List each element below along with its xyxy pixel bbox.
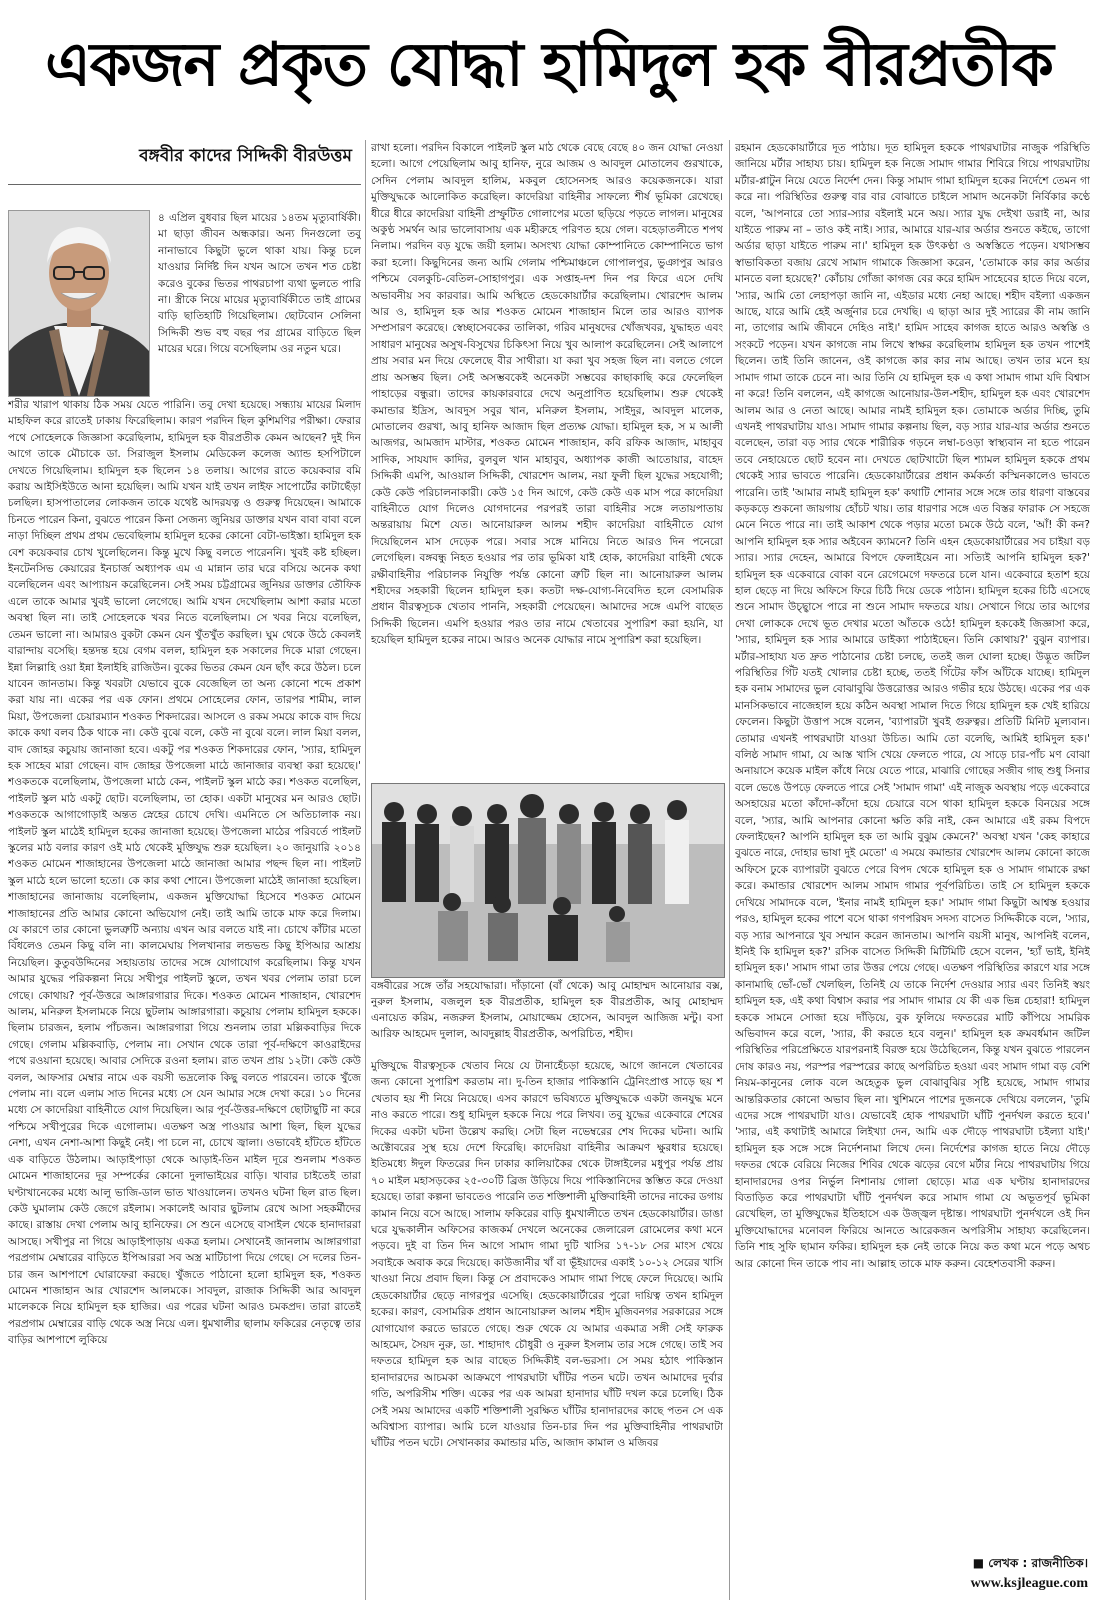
group-photo	[371, 783, 725, 978]
headline: একজন প্রকৃত যোদ্ধা হামিদুল হক বীরপ্রতীক	[45, 30, 1053, 100]
column-2-body: রাখা হলো। পরদিন বিকালে পাইলট স্কুল মাঠ থেকে বেছে বেছে ৪০ জন যোদ্ধা নেওয়া হলো। আগে পেয়েছিলাম আবু হানিফ, নুরে আজম ও আবদুল মোতালেব গুরখাকে, সেদিন পেলাম আবদুল হালিম, মকবুল হোসেনসহ আরও কয়েকজনকে। যারা মুক্তিযুদ্ধকে আলোকিত করেছিল। কাদেরিয়া বাহিনীর সাফল্যে শীর্ষ ভূমিকা রেখেছে। ধীরে ধীরে কাদেরিয়া বাহিনী প্রস্ফুটিত গোলাপের মতো ছড়িয়ে পড়তে লাগল। মানুষের অকুণ্ঠ সমর্থন আর ভালোবাসায় এক মহীরুহে পরিণত হয়ে গেল। বহেড়াতলীতে শপথ নিলাম। পরদিন বড় যুদ্ধে জয়ী হলাম। অসংখ্য যোদ্ধা কোম্পানিতে কোম্পানিতে ভাগ করা হলো। কিছুদিনের জন্য আমি গেলাম পশ্চিমাঞ্চলে গোপালপুর, ভুঞাপুর আরও পশ্চিমে বেলকুচি-বেতিল-সোহাগপুর। এক সপ্তাহ-দশ দিন পর ফিরে এসে দেখি অভাবনীয় সব কারবার। আমি অস্থিতে হেডকোয়ার্টার করেছিলাম। খোরশেদ আলম আর ও, হামিদুল হক আর শওকত মোমেন শাজাহান মিলে তার আরও ব্যাপক সম্প্রসারণ করেছে। স্বেচ্ছাসেবকের তালিকা, গরিব মানুষদের খোঁজখবর, যুদ্ধাহত এবং সাধারণ মানুষের অসুখ-বিসুখের চিকিৎসা নিয়ে খুব আলাপ করেছিলেন। সেই আলাপে প্রায় সবার মন দিয়ে ফেলেছে বীর সাথীরা। যা করা খুব সহজ ছিল না। বলতে গেলে প্রায় অসম্ভব ছিল। সেই অসম্ভবকেই অনেকটা সম্ভবের কাছাকাছি করে ফেলেছিল পাহাড়ের বন্ধুরা। তাদের কায়কারবারে দেখে অনুপ্রাণিত হয়েছিলাম। শুরু থেকেই কমান্ডার ইদ্রিস, আবদুস সবুর খান, মনিরুল ইসলাম, সাইদুর, আবদুল মালেক, মোতালেব গুরখা, আবু হানিফ আজাদ ছিল প্রত্যক্ষ যোদ্ধা। হামিদুল হক, স ম আলী আজগর, আমজাদ মাস্টার, শওকত মোমেন শাজাহান, কবি রফিক আজাদ, মাহাবুব সাদিক, সাযযাদ কাদির, বুলবুল খান মাহাবুব, অধ্যাপক কাজী আতোয়ার, বাহেদ সিদ্দিকী এমপি, আওয়াল সিদ্দিকী, খোরশেদ আলম, নয়া ফুলী ছিল যুদ্ধের সহযোগী; কেউ কেউ পরিচালনাকারী। কেউ ১৫ দিন আগে, কেউ কেউ এক মাস পরে কাদেরিয়া বাহিনীতে যোগ দিলেও যোগদানের পরপরই তারা বাহিনীর সঙ্গে লতায়পাতায় অন্তরায়ায় মিশে যেত। আনোয়ারুল আলম শহীদ কাদেরিয়া বাহিনীতে যোগ দিয়েছিলেন মাস দেড়েক পরে। সবার সঙ্গে মানিয়ে নিতে আরও দিন পনেরো লেগেছিল। বঙ্গবন্ধু নিহত হওয়ার পর তার ভূমিকা যাই হোক, কাদেরিয়া বাহিনী থেকে রক্ষীবাহিনীর পরিচালক নিযুক্তি পর্যন্ত কোনো ত্রুটি ছিল না। আনোয়ারুল আলম শহীদের সহকারী ছিলেন হামিদুল হক। কতটা দক্ষ-যোগ্য-নিবেদিত হলে বেসামরিক প্রধান বীরত্বসূচক খেতাব পাননি, সহকারী পেয়েছেন। আমাদের সঙ্গে এমপি বাছেত সিদ্দিকী ছিলেন। এমপি হওয়ার পরও তার নামে খেতাবের সুপারিশ করা হয়নি, যা হয়েছিল হামিদুল হকের নামে। আরও অনেক যোদ্ধার নামে সুপারিশ করা হয়েছিল।	[371, 142, 723, 647]
column-1-intro: ৪ এপ্রিল বুধবার ছিল মায়ের ১৪তম মৃত্যুবার্ষিকী। মা ছাড়া জীবন অন্ধকার। অন্য দিনগুলো তবু নানাভাবে কিছুটা ভুলে থাকা যায়। কিন্তু চলে যাওয়ার নির্দিষ্ট দিন যখন আসে তখন শত চেষ্টা করেও বুকের ভিতর পাথরচাপা ব্যথা ভুলতে পারি না। স্ত্রীকে নিয়ে মায়ের মৃত্যুবার্ষিকীতে তাই গ্রামের বাড়ি ছাতিহাটি গিয়েছিলাম। ছোটবোন সেলিনা সিদ্দিকী শুভ বহু বছর পর গ্রামের বাড়িতে ছিল মায়ের ঘরে। গিয়ে বসেছিলাম ওর নতুন ঘরে।	[158, 212, 361, 356]
column-2-lower: মুক্তিযুদ্ধে বীরত্বসূচক খেতাব নিয়ে যে টানাহেঁচড়া হয়েছে, আগে জানলে খেতাবের জন্য কোনো সুপারিশ করতাম না। দু-তিন হাজার পাকিস্তানি ট্রেনিংপ্রাপ্ত সাড়ে ছয় শ খেতাব হয় শী নিয়ে নিয়েছে। এসব কারণে ভবিষ্যতে মুক্তিযুদ্ধকে একটা জনযুদ্ধ মনে নাও করতে পারে। শুধু হামিদুল হককে নিয়ে পরে লিখব। তবু যুদ্ধের একেবারে শেষের দিকের একটা ঘটনা উল্লেখ করছি। সেটা ছিল নভেম্বরের শেষ দিকের ঘটনা। আমি অক্টোবরের সুস্থ হয়ে দেশে ফিরেছি। কাদেরিয়া বাহিনীর আক্রমণ ক্ষুরধার হয়েছে। ইতিমধ্যে ঈদুল ফিতরের দিন ঢাকার কালিয়াকৈর থেকে টাঙ্গাইলের মধুপুর পর্যন্ত প্রায় ৭০ মাইল মহাসড়কের ২৫-৩০টি ব্রিজ উড়িয়ে দিয়ে পাকিস্তানিদের স্তম্ভিত করে দেওয়া হয়েছে। তারা কল্পনা ভাবতেও পারেনি তত শক্তিশালী মুক্তিবাহিনী তাদের নাকের ডগায় কামান নিয়ে বসে আছে। সালাম ফকিরের বাড়ি ধুমখালীতে তখন হেডকোয়ার্টার। ডাঙা ঘরে যুদ্ধকালীন অফিসের কাজকর্ম দেখলে অনেকের জেলারেল রোমেলের কথা মনে পড়বে। দুই বা তিন দিন আগে সামাদ গামা দুটি খাসির ১৭-১৮ সের মাংস খেয়ে সবাইকে অবাক করে দিয়েছে। কাউজানীর খাঁ বা ভূঁইয়াদের একাই ১০-১২ সেরের খাসি খাওয়া নিয়ে প্রবাদ ছিল। কিন্তু সে প্রবাদকেও সামাদ গামা পিছে ফেলে দিয়েছে। আমি হেডকোয়ার্টার ছেড়ে নাগরপুর এসেছি। হেডকোয়ার্টারের পুরো দায়িত্ব তখন হামিদুল হকের। কারণ, বেসামরিক প্রধান আনোয়ারুল আলম শহীদ মুজিবনগর সরকারের সঙ্গে যোগাযোগ করতে ভারতে গেছে। শুরু থেকে যে আমার একমাত্র সঙ্গী সেই ফারুক আহমেদ, সৈয়দ নুরু, ডা. শাহাদাৎ চৌধুরী ও নুরুল ইসলাম তার সঙ্গে গেছে। তাই সব দফতরে হামিদুল হক আর বাছেত সিদ্দিকীই বল-ভরসা। সে সময় হঠাৎ পাকিস্তান হানাদারদের আচমকা আক্রমণে পাথরঘাটা ঘাঁটির পতন ঘটে। তখন আমাদের দুর্বার গতি, অপরিসীম শক্তি। একের পর এক আমরা হানাদার ঘাঁটি দখল করে চলেছি। ঠিক সেই সময় আমাদের একটি শক্তিশালী সুরক্ষিত ঘাঁটির হানাদারদের কাছে পতন সে এক অবিশ্বাস্য ব্যাপার। আমি চলে যাওয়ার তিন-চার দিন পর মুক্তিবাহিনীর পাথরঘাটা ঘাঁটির পতন ঘটে। সেখানকার কমান্ডার মতি, আজাদ কামাল ও মজিবর	[371, 1060, 723, 1450]
author-portrait-icon	[9, 211, 149, 396]
author-portrait	[8, 210, 150, 397]
column-1-body: শরীর খারাপ থাকায় ঠিক সময় যেতে পারিনি। তবু দেখা হয়েছে। সন্ধ্যায় মায়ের মিলাদ মাহফিল করে রাতেই ঢাকায় ফিরেছিলাম। কারণ পরদিন ছিল কুশিমণির পরীক্ষা। ফেরার পথে সোহেলকে জিজ্ঞাসা করেছিলাম, হামিদুল হক বীরপ্রতীক কেমন আছেন? দুই দিন আগে তাকে মৌচাকে ডা. সিরাজুল ইসলাম মেডিকেল কলেজ অ্যান্ড হসপিটালে দেখতে গিয়েছিলাম। হামিদুল হক ছিলেন ১৪ তলায়। আগের রাতে কয়েকবার বমি করায় আইসিইউতে আনা হয়েছিল। আমি যখন যাই তখন লাইফ সাপোর্টের কাটাছেঁড়া চলছিল। হাসপাতালের লোকজন তাকে যথেষ্ট আদরযত্ন ও গুরুত্ব দিয়েছেন। আমাকে চিনতে পারেন কিনা, বুঝতে পারেন কিনা সেজন্য জুনিয়র ডাক্তার যখন বাবা বাবা বলে নাড়া দিচ্ছিল প্রথম প্রথম ভেবেছিলাম হামিদুল হকের কোনো বেটা-ভাইস্তা। হামিদুল হক বেশ কয়েকবার চোখ খুলেছিলেন। কিন্তু মুখে কিছু বলতে পারেননি। খুবই কষ্ট হচ্ছিল। ইনটেনসিভ কেয়ারের ইনচার্জ অধ্যাপক এম এ মান্নান তার ঘরে বসিয়ে অনেক কথা বলেছিলেন এবং আপ্যায়ন করেছিলেন। সেই সময় চট্টগ্রামের জুনিয়র ডাক্তার তৌফিক এলে তাকে আমার খুবই ভালো লেগেছে। আমি যখন দেখেছিলাম আশা করার মতো অবস্থা ছিল না। তাই সোহেলকে খবর নিতে বলেছিলাম। সে খবর নিয়ে বলেছিল, তেমন ভালো না। আমারও বুকটা কেমন যেন খুঁতখুঁত করছিল। ঘুম থেকে উঠে কেবলই বারান্দায় বসেছি। হন্তদন্ত হয়ে বেগম বলল, হামিদুল হক সকালের দিকে মারা গেছেন। ইন্না লিল্লাহি ওয়া ইন্না ইলাইহি রাজিউন। বুকের ভিতর কেমন যেন ছাঁৎ করে উঠল। চলে যাবেন জানতাম। কিন্তু খবরটা যেভাবে বুকে বেজেছিল তা অন্য কোনো শব্দে প্রকাশ করা যায় না। একের পর এক ফোন। প্রথমে সোহেলের ফোন, তারপর শামীম, লাল মিয়া, উপজেলা চেয়ারম্যান শওকত শিকদারের। আসলে ও রকম সময়ে কাকে বাদ দিয়ে কাকে কথা বলব ঠিক থাকে না। কেউ বুঝে বলে, কেউ না বুঝে বলে। লাল মিয়া বলল, বাদ জোহর কচুয়ায় জানাজা হবে। একটু পর শওকত শিকদারের ফোন, 'স্যার, হামিদুল হক সাহেব মারা গেছেন। বাদ জোহর উপজেলা মাঠে জানাজার ব্যবস্থা করা হয়েছে।' শওকতকে বলেছিলাম, উপজেলা মাঠে কেন, পাইলট স্কুল মাঠে কর। শওকত বলেছিল, পাইলট স্কুল মাঠ একটু ছোট। বলেছিলাম, তা হোক। একটা মানুষের মন আরও ছোট। শওকতকে আগাগোড়াই অন্তত স্নেহের চোখে দেখি। এমনিতে সে অতিচালাক নয়। পাইলট স্কুল মাঠেই হামিদুল হকের জানাজা হয়েছে। উপজেলা মাঠের পরিবর্তে পাইলট স্কুলের মাঠ বলার কারণ ওই মাঠ থেকেই মুক্তিযুদ্ধ শুরু হয়েছিল। ২০ জানুয়ারি ২০১৪ শওকত মোমেন শাজাহানের উপজেলা মাঠে জানাজা আমার পছন্দ ছিল না। পাইলট স্কুল মাঠে হলে ভালো হতো। কে কার কথা শোনে। উপজেলা মাঠেই জানাজা হয়েছিল। শাজাহানের জানাজায় বলেছিলাম, একজন মুক্তিযোদ্ধা হিসেবে শওকত মোমেন শাজাহানের প্রতি আমার কোনো অভিযোগ নেই। তাই আমি তাকে মাফ করে দিলাম। যে কারণে তার কোনো ভুলত্রুটি অন্যায় এখন আর বলতে যাই না। চোখে কাঁটার মতো বিঁধলেও তেমন কিছু বলি না। কালমেঘায় পিলখানার লন্ডভন্ড কিছু ইপিআর আশ্রয় নিয়েছিল। কুতুবউদ্দিনের সহায়তায় তাদের সঙ্গে যোগাযোগ করেছিলাম। কিন্তু যখন আমার যুদ্ধের পরিকল্পনা নিয়ে সখীপুর পাইলট স্কুলে, তখন খবর পেলাম তারা চলে গেছে। কোথায়? পূর্ব-উত্তরে আঙ্গারগারার দিকে। শওকত মোমেন শাজাহান, খোরশেদ আলম, মনিরুল ইসলামকে নিয়ে ছুটলাম আঙ্গারগারা। কচুয়ায় পেলাম হামিদুল হককে। ছিলাম চারজন, হলাম পাঁচজন। আঙ্গারগারা গিয়ে শুনলাম তারা মল্লিকবাড়ির দিকে গেছে। গেলাম মল্লিকবাড়ি, পেলাম না। সেখান থেকে তারা পূর্ব-দক্ষিণে কাওরাইদের পথে রওয়ানা হয়েছে। আবার সেদিকে রওনা হলাম। রাত তখন প্রায় ১২টা। কেউ কেউ বলল, আফসার মেম্বার নামে এক বয়সী ভদ্রলোক কিছু বলতে পারবেন। তাকে খুঁজে পেলাম না। বলে এলাম সাত দিনের মধ্যে সে যেন আমার সঙ্গে দেখা করে। ১০ দিনের মধ্যে সে কাদেরিয়া বাহিনীতে যোগ দিয়েছিল। আর পূর্ব-উত্তর-দক্ষিণে ছোটাছুটি না করে পশ্চিমে সখীপুরের দিকে এগোলাম। এতক্ষণ অস্ত্র পাওয়ার আশা ছিল, ছিল যুদ্ধের নেশা, এখন নেশা-আশা কিছুই নেই। পা চলে না, চোখে জ্বালা। ওভাবেই হাঁটতে হাঁটতে এক বাড়িতে উঠলাম। আড়াইপাড়া থেকে আড়াই-তিন মাইল দূরে শুনলাম শওকত মোমেন শাজাহানের দূর সম্পর্কের কোনো দুলাভাইয়ের বাড়ি। খাবার চাইতেই তারা ঘণ্টাখানেকের মধ্যে আলু ভাজি-ডাল ভাত খাওয়ালেন। তখনও ঘটনা ছিল রাত ছিল। কেউ ঘুমালাম কেউ জেগে রইলাম। সকালেই আবার ছুটলাম রেখে আসা সহকর্মীদের কাছে। রাস্তায় দেখা পেলাম আবু হানিফের। সে শুনে এসেছে বাসাইল থেকে হানাদাররা আসছে। সখীপুর না গিয়ে আড়াইপাড়ায় একত্র হলাম। সেখানেই জানলাম আঙ্গারগারা পরপ্রগাম মেম্বারের বাড়িতে ইপিআররা সব অস্ত্র মাটিচাপা দিয়ে গেছে। সে দলের তিন-চার জন আশপাশে ঘোরাফেরা করছে। খুঁজতে পাঠানো হলো হামিদুল হক, শওকত মোমেন শাজাহান আর খোরশেদ আলমকে। সাবদুল, রাজাক সিদ্দিকী আর আবদুল মালেককে নিয়ে হামিদুল হক হাজির। এর পরের ঘটনা আরও চমকপ্রদ। তারা রাতেই পরপ্রগাম মেম্বারের বাড়ি থেকে অস্ত্র নিয়ে এল। ধুমখালীর ছালাম ফকিরের নেতৃত্বে তার বাড়ির আশপাশে লুকিয়ে	[8, 399, 361, 1347]
website-link[interactable]: www.ksjleague.com	[970, 1576, 1088, 1591]
column-3-body: রহমান হেডকোয়ার্টারে দূত পাঠায়। দূত হামিদুল হককে পাথরঘাটার নাজুক পরিস্থিতি জানিয়ে মর্টার সাহায্য চায়। হামিদুল হক নিজে সামাদ গামার শিবিরে গিয়ে পাথরঘাটায় মর্টার-প্লাটুন নিয়ে যেতে নির্দেশ দেন। কিন্তু সামাদ গামা হামিদুল হকের নির্দেশে তেমন গা করে না। পরিস্থিতির গুরুত্ব বার বার বোঝাতে চাইলে সামাদ অনেকটা নির্বিকার কণ্ঠে বলে, 'আপনারে তো স্যার-স্যার বইলাই মনে অয়। স্যার যুদ্ধ দেইখা ডরাই না, আর যাইতে পারুম না – তাও কই নাই। স্যার, আমারে যার-যার অর্ডার শুনতে কইছে, তাগো অর্ডার ছাড়া যাইতে পারুম না।' হামিদুল হক উৎকণ্ঠা ও অস্বস্তিতে পড়েন। যথাসম্ভব স্বাভাবিকতা বজায় রেখে সামাদ গামাকে জিজ্ঞাসা করেন, 'তোমাকে কার কার অর্ডার মানতে বলা হয়েছে?' কোঁচায় গোঁজা কাগজ বের করে হামিদ সাহেবের হাতে দিয়ে বলে, 'স্যার, আমি তো লেহাপড়া জানি না, এইডার মধ্যে নেহা আছে। শহীদ বইল্যা একজন আছে, যারে আমি হেই অর্জুনার চরে দেখছি। এ ছাড়া আর দুই স্যারের কী নাম জানি না, তাগোর আমি জীবনে দেহিও নাই।' হামিদ সাহেব কাগজ হাতে আরও অস্বস্তি ও সংকটে পড়েন। যখন কাগজে নাম লিখে স্বাক্ষর করেছিলাম হামিদুল হক তখন পাশেই ছিলেন। তাই তিনি জানেন, ওই কাগজে কার কার নাম আছে। তখন তার মনে হয় সামাদ গামা তাকে চেনে না। আর তিনি যে হামিদুল হক এ কথা সামাদ গামা যদি বিশ্বাস না করে! তিনি বললেন, এই কাগজে আনোয়ার-উল-শহীদ, হামিদুল হক এবং খোরশেদ আলম আর ও নেতা আছে। আমার নামই হামিদুল হক। তোমাকে অর্ডার দিচ্ছি, তুমি এখনই পাথরঘাটায় যাও। সামাদ গামার কল্পনায় ছিল, বড় স্যার যার-যার অর্ডার শুনতে বলেছেন, তারা বড় স্যার থেকে শারীরিক গড়নে লম্বা-চওড়া স্বাস্থ্যবান না হতে পারেন তবে নেহায়েতে ছোট হবেন না। দেখতে ছোটখাটো ছিল শ্যামল হামিদুল হককে প্রথম থেকেই স্যার ভাবতে পারেনি। হেডকোয়ার্টারের প্রধান কর্মকর্তা কস্মিনকালেও ভাবতে পারেনি। তাই 'আমার নামই হামিদুল হক' কথাটি শোনার সঙ্গে সঙ্গে তার ধারণা বাস্তবের কড়কড়ে শুকনো জায়গায় হোঁচট খায়। তার ধারণার সঙ্গে এত বিস্তর ফারাক সে সহজে মেনে নিতে পারে না। তাই আকাশ থেকে পড়ার মতো চমকে উঠে বলে, 'আঁ! কী কন? আপনি হামিদুল হক স্যার অইবেন ক্যামনে? তিনি এহন হেডকোয়ার্টারের সব চাইয়া বড় স্যার। স্যার দেহেন, আমারে বিপদে ফেলাইয়েন না। সত্যিই আপনি হামিদুল হক?' হামিদুল হক একেবারে বোকা বনে রেগেমেগে দফতরে চলে যান। একেবারে হতাশ হয়ে হাল ছেড়ে না দিয়ে অফিসে ফিরে চিঠি দিয়ে ডেকে পাঠান। হামিদুল হকের চিঠি এসেছে শুনে সামাদ উচ্ছ্বাসে পারে না শুনে সামাদ দফতরে যায়। সেখানে গিয়ে তার আগের দেখা লোককে দেখে ভূত দেখার মতো আঁতকে ওঠে! হামিদুল হককেই জিজ্ঞাসা করে, 'স্যার, হামিদুল হক স্যার আমারে ডাইক্যা পাঠাইছেন। তিনি কোথায়?' বুঝুন ব্যাপার। মর্টার-সাহায্য যত দ্রুত পাঠানোর চেষ্টা চলছে, ততই জল ঘোলা হচ্ছে। উদ্ভূত জটিল পরিস্থিতির গিঁট যতই খোলার চেষ্টা হচ্ছে, ততই গিঁটের ফাঁস আঁটকে যাচ্ছে। হামিদুল হক বনাম সামাদের ভুল বোঝাবুঝি উত্তরোত্তর আরও গভীর হয়ে উঠছে। একের পর এক মানসিকভাবে নাজেহাল হয়ে কঠিন অবস্থা সামাল দিতে গিয়ে হামিদুল হক খেই হারিয়ে ফেলেন। কিছুটা উত্তাপ সঙ্গে বলেন, 'ব্যাপারটা খুবই গুরুত্বর। প্রতিটি মিনিট মূল্যবান। তোমার এখনই পাথরঘাটা যাওয়া উচিত। আমি তো বলেছি, আমিই হামিদুল হক।' বলিষ্ঠ সামাদ গামা, যে আস্ত খাসি খেয়ে ফেলতে পারে, যে সাড়ে চার-পাঁচ মণ বোঝা অনায়াসে কয়েক মাইল কাঁধে নিয়ে যেতে পারে, মাঝারি গোছের সজীব গাছ শুধু সিনার বলে ভেঙে উপড়ে ফেলতে পারে সেই 'সামাদ গামা' এই নাজুক অবস্থায় পড়ে একেবারে অসহায়ের মতো কাঁদো-কাঁদো হয়ে চেয়ারে বসে থাকা হামিদুল হককে বিনয়ের সঙ্গে বলে, 'স্যার, আমি আপনার কোনো ক্ষতি করি নাই, কেন আমারে এই রকম বিপদে ফেলাইছেন? আপনি হামিদুল হক তা আমি বুঝুম কেমনে?' অবস্থা যখন 'কেহ কাহারে বুঝতে নারে, দোহার ভাষা দুই মেতো' এ সময়ে কমান্ডার খোরশেদ আলম কোনো কাজে অফিসে ঢুকে ব্যাপারটা বুঝতে পেরে বিপদ থেকে হামিদুল হক ও সামাদ গামাকে রক্ষা করে। কমান্ডার খোরশেদ আলম সামাদ গামার পূর্বপরিচিত। তাই সে হামিদুল হককে দেখিয়ে সামাদকে বলে, 'ইনার নামই হামিদুল হক।' সামাদ গামা কিছুটা আশ্বস্ত হওয়ার পরও, হামিদুল হকের পাশে বসে থাকা গণপরিষদ সদস্য বাসেত সিদ্দিকীকে বলে, 'স্যার, বড় স্যার আপনারে খুব সম্মান করেন জানতাম। আপনি বয়সী মানুষ, আপনিই বলেন, ইনিই কি হামিদুল হক?' রসিক বাসেত সিদ্দিকী মিটিমিটি হেসে বলেন, 'হ্যাঁ ভাই, ইনিই হামিদুল হক।' সামাদ গামা তার উত্তর পেয়ে গেছে। এতক্ষণ পরিস্থিতির কারণে যার সঙ্গে কানামাছি ভোঁ-ভোঁ খেলছিল, তিনিই যে তাকে নির্দেশ দেওয়ার স্যার এবং তিনিই স্বয়ং হামিদুল হক, এই কথা বিশ্বাস করার পর সামাদ গামার যে কী এক ভিন্ন চেহারা! হামিদুল হককে সামনে সোজা হয়ে দাঁড়িয়ে, বুক ফুলিয়ে দফতরের মাটি কাঁপিয়ে সামরিক অভিবাদন করে বলে, 'স্যার, কী করতে হবে বলুন।' হামিদুল হক ক্রমবর্ধমান জটিল পরিস্থিতির পরিপ্রেক্ষিতে যারপরনাই বিরক্ত হয়ে উঠেছিলেন, কিন্তু যখন বুঝতে পারলেন দোষ কারও নয়, পরস্পর পরস্পরের কাছে অপরিচিত হওয়া এবং সামাদ গামা বড় বেশি নিয়ম-কানুনের লোক বলে অহেতুক ভুল বোঝাবুঝির সৃষ্টি হয়েছে, সামাদ গামার আন্তরিকতার কোনো অভাব ছিল না। খুশিমনে পাশের দুজনকে দেখিয়ে বললেন, 'তুমি এদের সঙ্গে পাথরঘাটা যাও। যেভাবেই হোক পাথরঘাটা ঘাঁটি পুনর্দখল করতে হবে।' 'স্যার, এই কথাটাই আমারে লিইখ্যা দেন, আমি এক দৌড়ে পাথরঘাটা চইল্যা যাই।' হামিদুল হক সঙ্গে সঙ্গে নির্দেশনামা লিখে দেন। নির্দেশের কাগজ হাতে নিয়ে দৌড়ে দফতর থেকে বেরিয়ে নিজের শিবির থেকে ঝড়ের বেগে মর্টার নিয়ে পাথরঘাটায় গিয়ে হানাদারদের ওপর নির্ভুল নিশানায় গোলা ছোড়ে। মাত্র এক ঘণ্টায় হানাদারদের বিতাড়িত করে পাথরঘাটা ঘাঁটি পুনর্দখল করে সামাদ গামা যে অভূতপূর্ব ভূমিকা রেখেছিল, তা মুক্তিযুদ্ধের ইতিহাসে এক উজ্জ্বল দৃষ্টান্ত। পাথরঘাটা পুনর্দখলে ওই দিন মুক্তিযোদ্ধাদের মনোবল ফিরিয়ে আনতে আরেকজন অপরিসীম সাহায্য করেছিলেন। তিনি শাহ সুফি ছামান ফকির। হামিদুল হক নেই তাকে নিয়ে কত কথা মনে পড়ে অথচ আর কোনো দিন তাকে পাব না। আল্লাহ তাকে মাফ করুন। বেহেশতবাসী করুন।	[735, 142, 1090, 1270]
photo-caption: বঙ্গবীরের সঙ্গে তাঁর সহযোদ্ধারা। দাঁড়ানো (বাঁ থেকে) আবু মোহাম্মদ আনোয়ার বক্স, নুরুল ইসলাম, বজলুল হক বীরপ্রতীক, হামিদুল হক বীরপ্রতীক, আবু মোহাম্মদ এনায়েত করিম, নজরুল ইসলাম, মোয়াজ্জেম হোসেন, আবদুল আজিজ মন্টু। বসা আরিফ আহমেদ দুলাল, আবদুল্লাহ বীরপ্রতীক, অপরিচিত, শহীদ।	[371, 980, 723, 1040]
author-note: ■ লেখক : রাজনীতিক।	[972, 1556, 1088, 1570]
byline: বঙ্গবীর কাদের সিদ্দিকী বীরউত্তম	[139, 146, 352, 166]
column-divider	[729, 140, 730, 1600]
group-photo-icon	[372, 784, 724, 977]
byline-rule	[8, 184, 361, 185]
column-divider	[365, 140, 366, 1600]
